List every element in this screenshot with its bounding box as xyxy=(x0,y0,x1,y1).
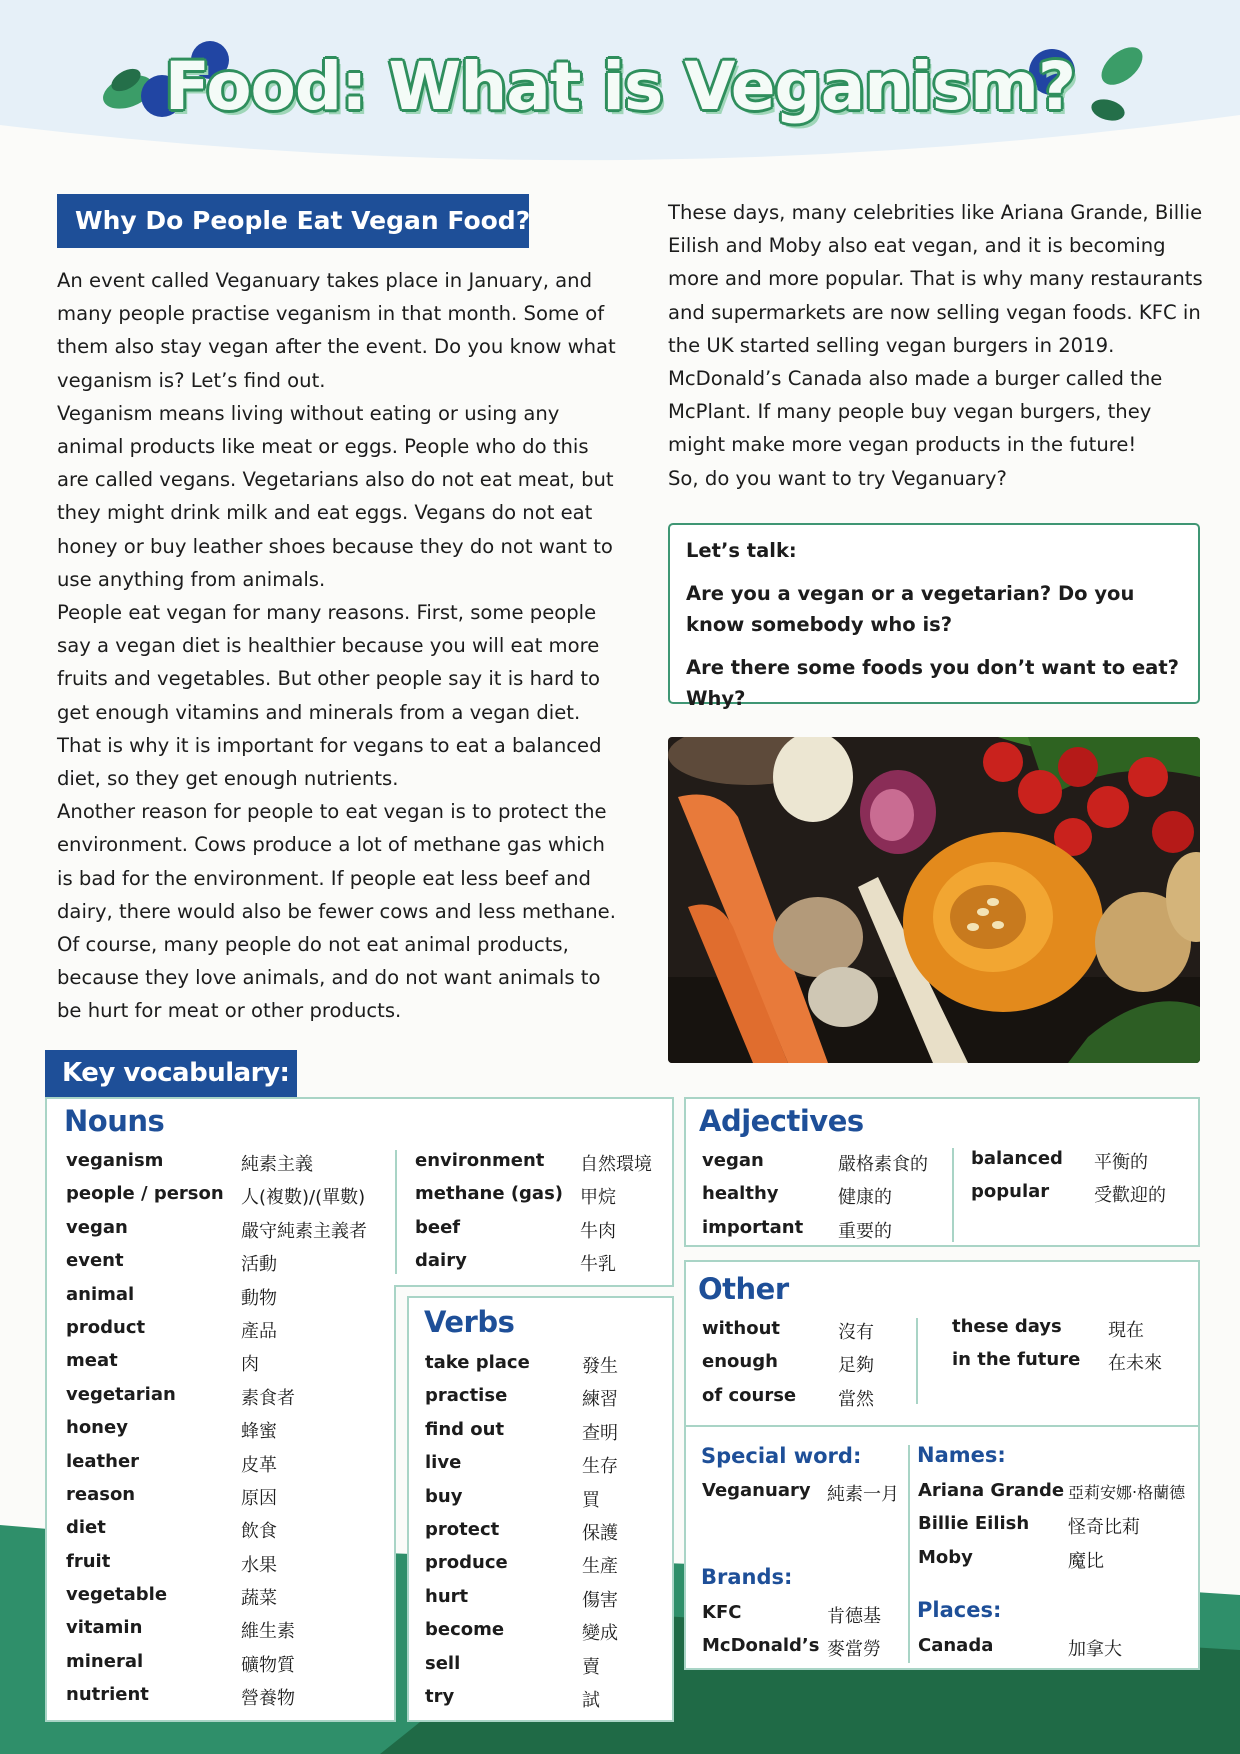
vocab-item: enough 足夠 xyxy=(702,1351,874,1377)
vocab-item: honey 蜂蜜 xyxy=(66,1417,277,1443)
column-divider xyxy=(952,1148,954,1242)
vocab-item: protect 保護 xyxy=(425,1518,618,1544)
other-list-right xyxy=(952,1316,1192,1383)
vocab-item: Billie Eilish 怪奇比莉 xyxy=(918,1513,1140,1539)
vocab-item: these days 現在 xyxy=(952,1316,1144,1341)
section-heading: Why Do People Eat Vegan Food? xyxy=(57,194,529,248)
nouns-list xyxy=(66,1150,386,1718)
vocab-item: event 活動 xyxy=(66,1250,277,1276)
vocab-item: vitamin 維生素 xyxy=(66,1617,295,1643)
vocab-item: find out 查明 xyxy=(425,1418,618,1444)
vocab-item: meat 肉 xyxy=(66,1350,259,1376)
column-divider xyxy=(916,1318,918,1404)
brands-title: Brands: xyxy=(701,1565,793,1589)
discussion-question: Are you a vegan or a vegetarian? Do you know somebody who is? xyxy=(686,582,1135,636)
vocab-item: diet 飲食 xyxy=(66,1517,277,1543)
brands-list xyxy=(702,1602,902,1669)
paragraph: Veganism means living without eating or using any animal products like meat or eggs. People who do this are called vegans. Vegetarians also do not eat meat, but they might drink milk and eat eggs. Vegans do not eat honey or buy leather shoes because they do not want to use anything from animals. xyxy=(57,401,614,591)
adjectives-list-right xyxy=(971,1148,1191,1215)
other-list-left xyxy=(702,1318,922,1418)
vocab-item: vegetable 蔬菜 xyxy=(66,1584,277,1610)
section-divider xyxy=(684,1425,1200,1427)
nouns-title: Nouns xyxy=(64,1104,165,1138)
vocab-item: mineral 礦物質 xyxy=(66,1650,295,1676)
vocab-item: Canada 加拿大 xyxy=(918,1635,1122,1660)
special-word-list xyxy=(702,1480,902,1513)
vocab-item: buy 買 xyxy=(425,1485,600,1511)
vocab-item: try 試 xyxy=(425,1685,600,1711)
vocab-item: balanced 平衡的 xyxy=(971,1148,1148,1173)
vocab-item: methane (gas) 甲烷 xyxy=(415,1183,616,1209)
paragraph: Of course, many people do not eat animal products, because they love animals, and do not want animals to be hurt for meat or other products. xyxy=(57,933,601,1023)
column-divider xyxy=(908,1445,910,1663)
vocab-item: fruit 水果 xyxy=(66,1550,277,1576)
page-title: Food: What is Veganism? xyxy=(164,48,1076,125)
names-title: Names: xyxy=(917,1443,1006,1467)
vocab-item: environment 自然環境 xyxy=(415,1150,652,1175)
vocab-item: people / person 人(複數)/(單數) xyxy=(66,1183,366,1209)
special-word-title: Special word: xyxy=(701,1444,862,1468)
vocab-item: leather 皮革 xyxy=(66,1450,277,1476)
vocab-item: produce 生產 xyxy=(425,1552,618,1578)
vocab-item: sell 賣 xyxy=(425,1652,600,1678)
vocab-item: practise 練習 xyxy=(425,1385,618,1411)
discussion-question: Are there some foods you don’t want to eat? Why? xyxy=(686,656,1179,710)
vocab-item: reason 原因 xyxy=(66,1483,277,1509)
vocab-item: vegan 嚴守純素主義者 xyxy=(66,1216,367,1242)
vocab-item: popular 受歡迎的 xyxy=(971,1181,1166,1207)
vocab-item: beef 牛肉 xyxy=(415,1216,616,1242)
vocab-item: in the future 在未來 xyxy=(952,1349,1162,1375)
nouns-extra-list xyxy=(415,1150,670,1284)
other-title: Other xyxy=(698,1272,789,1306)
verbs-title: Verbs xyxy=(424,1305,515,1339)
names-list xyxy=(918,1480,1198,1580)
vocab-item: Veganuary 純素一月 xyxy=(702,1480,899,1505)
paragraph: So, do you want to try Veganuary? xyxy=(668,466,1007,490)
article-right-column xyxy=(668,196,1213,495)
key-vocabulary-tab: Key vocabulary: xyxy=(45,1050,297,1097)
vocab-item: vegetarian 素食者 xyxy=(66,1383,295,1409)
adjectives-list-left xyxy=(702,1150,942,1250)
vocab-item: without 沒有 xyxy=(702,1318,874,1343)
lets-talk-box xyxy=(668,523,1200,710)
vocab-item: product 產品 xyxy=(66,1316,277,1342)
adjectives-title: Adjectives xyxy=(699,1104,864,1138)
article-left-column xyxy=(57,264,617,1028)
paragraph: An event called Veganuary takes place in January, and many people practise veganism in that month. Some of them also stay vegan after the event. Do you know what veganism is? Let’s find out. xyxy=(57,269,616,392)
vocab-item: become 變成 xyxy=(425,1619,618,1645)
vocab-item: KFC 肯德基 xyxy=(702,1602,881,1627)
vocab-item: veganism 純素主義 xyxy=(66,1150,313,1175)
vocab-item: hurt 傷害 xyxy=(425,1585,618,1611)
vegetables-photo xyxy=(668,737,1200,1063)
vocab-item: healthy 健康的 xyxy=(702,1183,892,1209)
vocab-item: McDonald’s 麥當勞 xyxy=(702,1635,881,1661)
places-list xyxy=(918,1635,1198,1668)
vocab-item: Ariana Grande 亞莉安娜‧格蘭德 xyxy=(918,1480,1186,1502)
column-divider xyxy=(395,1150,397,1274)
vocab-item: Moby 魔比 xyxy=(918,1546,1104,1572)
paragraph: People eat vegan for many reasons. First, some people say a vegan diet is healthier because you will eat more fruits and vegetables. But other people say it is hard to get enough vitamins and minerals from a vegan diet. That is why it is important for vegans to eat a balanced diet, so they get enough nutrients. xyxy=(57,601,602,791)
vocab-item: dairy 牛乳 xyxy=(415,1250,616,1276)
vocab-item: vegan 嚴格素食的 xyxy=(702,1150,928,1175)
lets-talk-label: Let’s talk: xyxy=(686,539,797,562)
vocab-item: animal 動物 xyxy=(66,1283,277,1309)
paragraph: Another reason for people to eat vegan is to protect the environment. Cows produce a lot of methane gas which is bad for the environment. If people eat less beef and dairy, there would also be fewer cows and less methane. xyxy=(57,800,616,923)
paragraph: These days, many celebrities like Ariana Grande, Billie Eilish and Moby also eat vegan, and it is becoming more and more popular. That is why many restaurants and supermarkets are now selling vegan foods. KFC in the UK started selling vegan burgers in 2019. McDonald’s Canada also made a burger called the McPlant. If many people buy vegan burgers, they might make more vegan products in the future! xyxy=(668,201,1203,457)
verbs-list xyxy=(425,1352,665,1719)
vocab-item: take place 發生 xyxy=(425,1352,618,1377)
vocab-item: nutrient 營養物 xyxy=(66,1684,295,1710)
vocab-item: of course 當然 xyxy=(702,1384,874,1410)
vocab-item: important 重要的 xyxy=(702,1216,892,1242)
places-title: Places: xyxy=(917,1598,1002,1622)
vocab-item: live 生存 xyxy=(425,1452,618,1478)
